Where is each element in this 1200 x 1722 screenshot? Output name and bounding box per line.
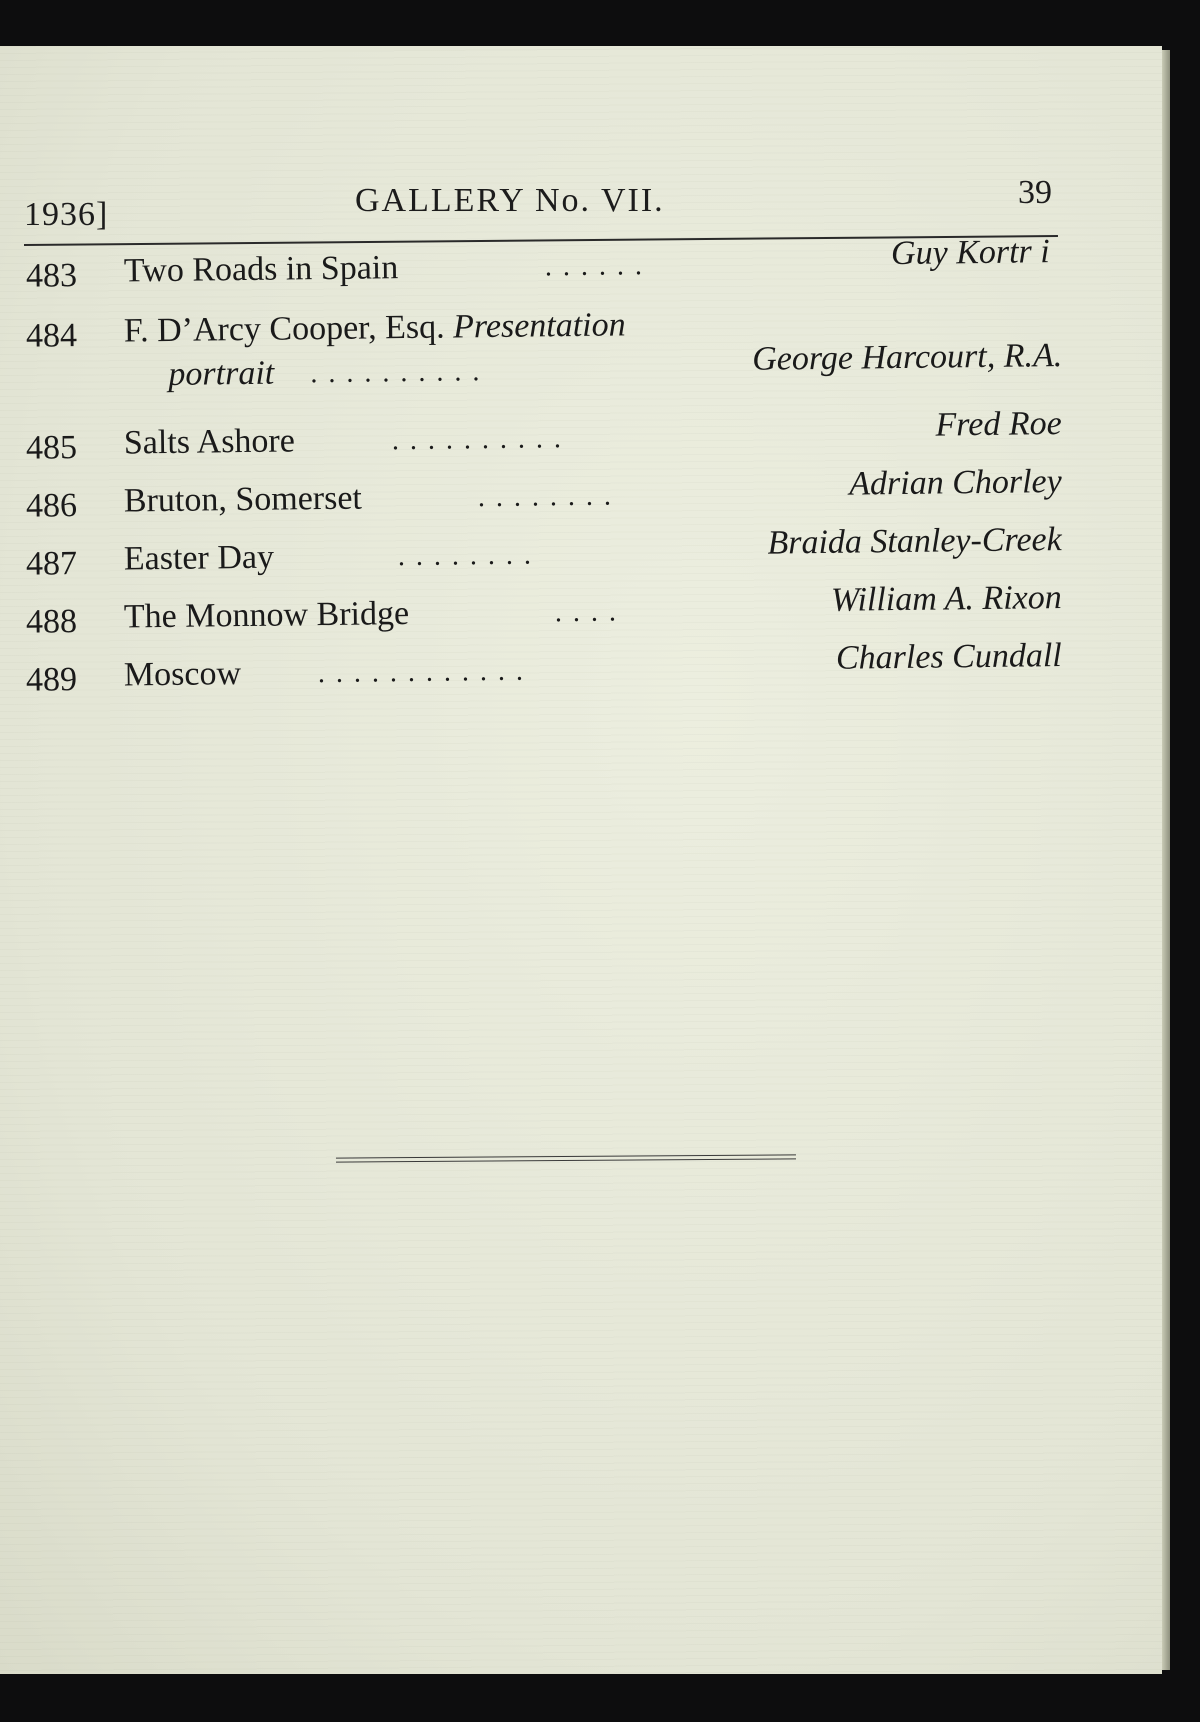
gallery-title: GALLERY No. VII. (355, 182, 665, 219)
dot-leader: . . . . . . . . . . (391, 423, 564, 457)
catalogue-list (0, 46, 1162, 746)
entry-title-italic: Presentation (452, 306, 626, 346)
entry-number: 485 (25, 429, 78, 467)
catalogue-page (0, 46, 1162, 1674)
catalogue-entry (0, 233, 1162, 308)
section-end-rule (336, 1154, 796, 1165)
entry-title: Moscow (123, 655, 242, 694)
page-number: 39 (1018, 174, 1052, 211)
entry-artist: Adrian Chorley (849, 463, 1062, 503)
entry-title (124, 306, 626, 350)
dot-leader: . . . . . . . . (477, 480, 614, 514)
dot-leader: . . . . . . (544, 250, 645, 283)
entry-title-text: F. D’Arcy Cooper, Esq. (123, 308, 445, 350)
dot-leader: . . . . . . . . (397, 539, 534, 573)
dot-leader: . . . . . . . . . . (310, 356, 482, 390)
entry-number: 486 (25, 487, 78, 525)
dot-leader: . . . . . . . . . . . . (317, 655, 526, 690)
page-edge (1162, 50, 1170, 1670)
entry-title: The Monnow Bridge (123, 595, 410, 636)
catalogue-entry (0, 637, 1162, 712)
entry-title: Two Roads in Spain (123, 249, 399, 290)
entry-number: 489 (25, 661, 78, 699)
entry-number: 484 (25, 317, 78, 355)
entry-number: 488 (25, 603, 78, 641)
entry-title: Bruton, Somerset (123, 479, 363, 520)
entry-artist: Guy Kortr i (890, 233, 1050, 273)
entry-title: Salts Ashore (123, 422, 296, 462)
catalogue-entry (0, 298, 1162, 393)
entry-artist: Braida Stanley-Creek (767, 521, 1062, 562)
dot-leader: . . . . (554, 596, 619, 629)
rule-line-bottom (336, 1158, 796, 1162)
entry-number: 483 (25, 257, 78, 295)
entry-subline: portrait (168, 354, 275, 393)
entry-artist: Fred Roe (935, 405, 1062, 444)
entry-artist: Charles Cundall (835, 637, 1062, 677)
entry-number: 487 (25, 545, 78, 583)
entry-artist: George Harcourt, R.A. (752, 337, 1063, 378)
entry-title: Easter Day (123, 538, 275, 578)
entry-artist: William A. Rixon (830, 579, 1062, 619)
header-year: 1936] (24, 196, 109, 233)
